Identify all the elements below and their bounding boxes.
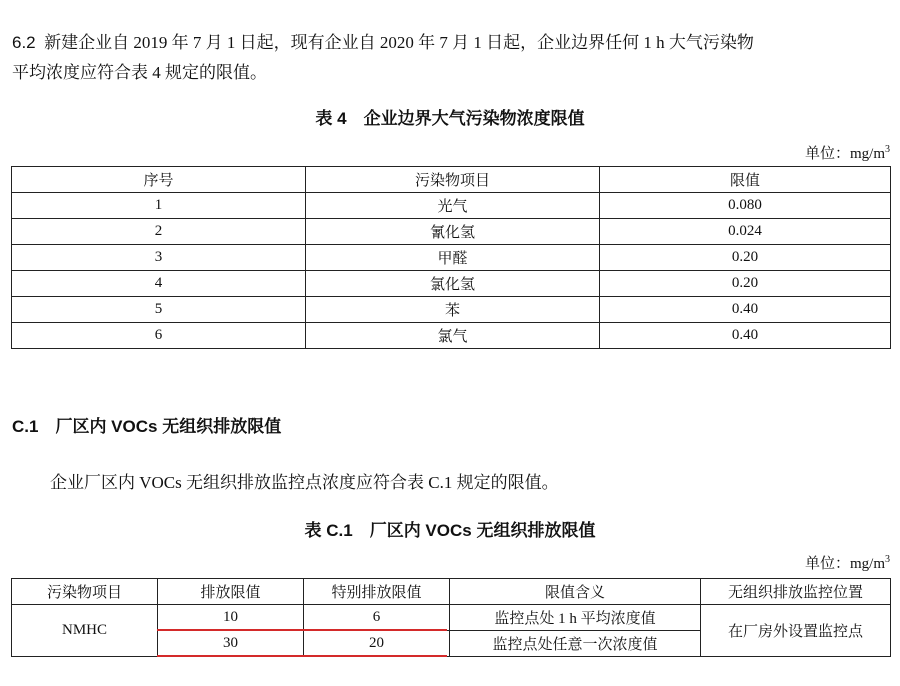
- section-c1-paragraph: 企业厂区内 VOCs 无组织排放监控点浓度应符合表 C.1 规定的限值。: [50, 473, 559, 492]
- table4-cell-index: 1: [12, 193, 306, 219]
- table4-cell-index: 5: [12, 297, 306, 323]
- tablec1-header-pollutant: 污染物项目: [12, 579, 158, 605]
- section-6-2-text: 新建企业自 2019 年 7 月 1 日起，现有企业自 2020 年 7 月 1 日起，企业边界任何 1 h 大气污染物: [44, 33, 754, 52]
- table4-cell-pollutant: 氯气: [306, 323, 600, 349]
- table4-cell-limit: 0.20: [600, 271, 891, 297]
- tablec1-header-limit: 排放限值: [158, 579, 304, 605]
- table4-cell-pollutant: 苯: [306, 297, 600, 323]
- table4-cell-pollutant: 氰化氢: [306, 219, 600, 245]
- table4-cell-limit: 0.40: [600, 323, 891, 349]
- table4-cell-index: 3: [12, 245, 306, 271]
- table4-unit-text: 单位：mg/m: [804, 146, 885, 162]
- tablec1-cell-special: 20: [304, 631, 450, 657]
- table4-cell-index: 4: [12, 271, 306, 297]
- tablec1-cell-limit: 30: [158, 631, 304, 657]
- section-6-2-line1: [12, 28, 892, 58]
- table4-cell-index: 6: [12, 323, 306, 349]
- table-row: [12, 271, 891, 297]
- tablec1-header-meaning: 限值含义: [450, 579, 701, 605]
- tablec1-cell-limit: 10: [158, 605, 304, 631]
- table4-cell-limit: 0.20: [600, 245, 891, 271]
- table-row: [12, 605, 891, 631]
- tablec1-cell-meaning: 监控点处 1 h 平均浓度值: [450, 605, 701, 631]
- table4-cell-limit: 0.080: [600, 193, 891, 219]
- table4-cell-pollutant: 甲醛: [306, 245, 600, 271]
- table4-cell-limit: 0.024: [600, 219, 891, 245]
- tablec1-cell-location: 在厂房外设置监控点: [701, 605, 891, 657]
- tablec1-unit-sup: 3: [885, 554, 890, 565]
- tablec1-header-row: [12, 579, 891, 605]
- table4-cell-pollutant: 氯化氢: [306, 271, 600, 297]
- table4-unit-sup: 3: [885, 144, 890, 155]
- table4-header-row: [12, 167, 891, 193]
- highlight-underline: [157, 629, 447, 631]
- table4-header-limit: 限值: [600, 167, 891, 193]
- tablec1-header-special: 特别排放限值: [304, 579, 450, 605]
- table4-cell-limit: 0.40: [600, 297, 891, 323]
- table4-header-pollutant: 污染物项目: [306, 167, 600, 193]
- table4-cell-index: 2: [12, 219, 306, 245]
- tablec1-unit-text: 单位：mg/m: [804, 556, 885, 572]
- table-row: [12, 193, 891, 219]
- table-row: [12, 297, 891, 323]
- table4-unit: [805, 142, 890, 163]
- tablec1-caption: 表 C.1 厂区内 VOCs 无组织排放限值: [304, 521, 596, 540]
- table4-caption: 表 4 企业边界大气污染物浓度限值: [315, 109, 585, 128]
- section-6-2-line2: 平均浓度应符合表 4 规定的限值。: [12, 63, 267, 82]
- table4: [11, 166, 891, 349]
- tablec1-cell-meaning: 监控点处任意一次浓度值: [450, 631, 701, 657]
- tablec1-unit: [805, 552, 890, 573]
- table-row: [12, 323, 891, 349]
- tablec1-cell-pollutant: NMHC: [12, 605, 158, 657]
- highlight-underline: [157, 655, 447, 657]
- section-number: 6.2: [12, 33, 36, 52]
- table4-header-index: 序号: [12, 167, 306, 193]
- table-row: [12, 219, 891, 245]
- tablec1: [11, 578, 891, 657]
- table-row: [12, 245, 891, 271]
- tablec1-header-location: 无组织排放监控位置: [701, 579, 891, 605]
- tablec1-cell-special: 6: [304, 605, 450, 631]
- section-c1-heading: C.1 厂区内 VOCs 无组织排放限值: [12, 417, 282, 436]
- table4-cell-pollutant: 光气: [306, 193, 600, 219]
